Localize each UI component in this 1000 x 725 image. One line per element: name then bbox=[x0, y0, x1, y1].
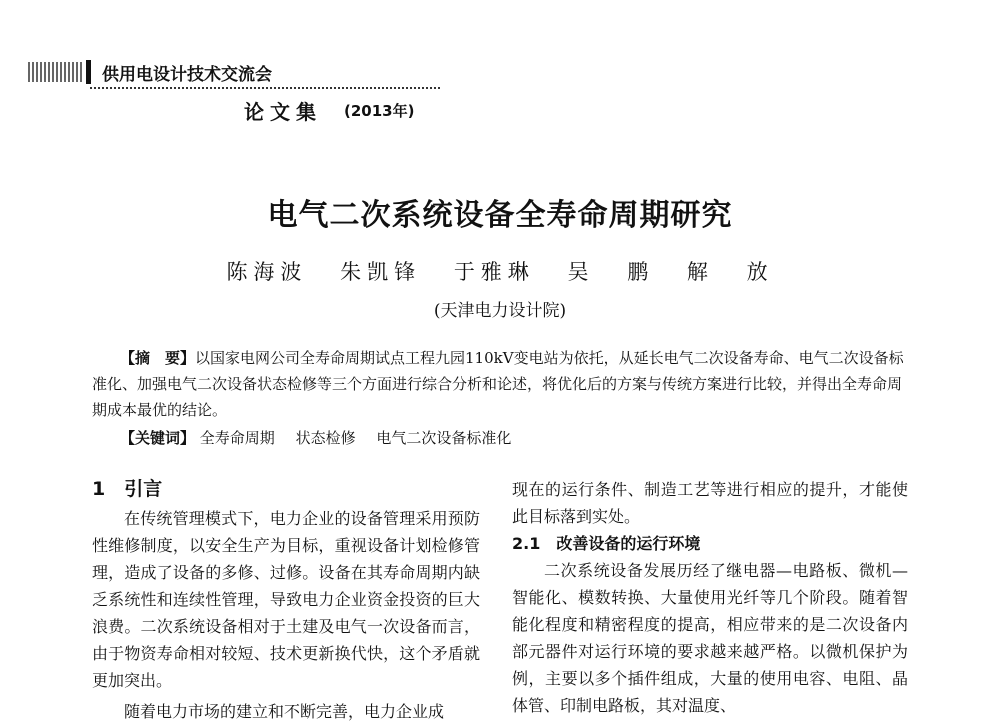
affiliation: (天津电力设计院) bbox=[433, 301, 567, 321]
keywords bbox=[92, 425, 904, 451]
left-column bbox=[92, 476, 480, 725]
header-decoration bbox=[28, 62, 84, 82]
right-column bbox=[512, 476, 908, 719]
body-paragraph: 在传统管理模式下，电力企业的设备管理采用预防性维修制度，以安全生产为目标，重视设备计划检修管理，造成了设备的多修、过修。设备在其寿命周期内缺乏系统性和连续性管理，导致电力企业资金投资的巨大浪费。二次系统设备相对于土建及电气一次设备而言，由于物资寿命相对较短、技术更新换代快，这个矛盾就更加突出。 bbox=[92, 509, 480, 690]
author-name: 朱凯锋 bbox=[340, 260, 422, 284]
header-marker bbox=[86, 60, 91, 84]
keyword: 电气二次设备标准化 bbox=[376, 429, 512, 447]
author-name: 于雅琳 bbox=[453, 260, 535, 284]
subsection-heading: 2.1 改善设备的运行环境 bbox=[512, 534, 701, 553]
section-heading: 1 引言 bbox=[92, 478, 163, 500]
author-name: 陈海波 bbox=[226, 260, 308, 284]
header-dotted-rule bbox=[90, 87, 440, 89]
body-paragraph: 现在的运行条件、制造工艺等进行相应的提升，才能使此目标落到实处。 bbox=[512, 480, 908, 526]
keywords-label: 【关键词】 bbox=[120, 429, 196, 447]
abstract bbox=[92, 345, 904, 423]
author-name: 放 bbox=[746, 260, 774, 284]
proceedings-label: 论文集 bbox=[244, 100, 322, 124]
author-list bbox=[0, 256, 1000, 286]
abstract-text: 以国家电网公司全寿命周期试点工程九园110kV变电站为依托，从延长电气二次设备寿命、电气二次设备标准化、加强电气二次设备状态检修等三个方面进行综合分析和论述，将优化后的方案与传统方案进行比较，并得出全寿命周期成本最优的结论。 bbox=[92, 349, 904, 419]
keyword: 状态检修 bbox=[295, 429, 356, 447]
author-name: 解 bbox=[686, 260, 714, 284]
body-paragraph: 二次系统设备发展历经了继电器—电路板、微机—智能化、模数转换、大量使用光纤等几个阶段。随着智能化程度和精密程度的提高，相应带来的是二次设备内部元器件对运行环境的要求越来越严格。以微机保护为例，主要以多个插件组成，大量的使用电容、电阻、晶体管、印制电路板，其对温度、 bbox=[512, 561, 908, 715]
author-name: 鹏 bbox=[627, 260, 655, 284]
abstract-label: 【摘 要】 bbox=[120, 349, 196, 367]
author-name: 吴 bbox=[567, 260, 595, 284]
paper-title: 电气二次系统设备全寿命周期研究 bbox=[267, 198, 733, 233]
keyword: 全寿命周期 bbox=[199, 429, 275, 447]
conference-name: 供用电设计技术交流会 bbox=[102, 65, 272, 85]
proceedings-year: (2013年) bbox=[344, 102, 415, 120]
body-paragraph: 随着电力市场的建立和不断完善，电力企业成 bbox=[124, 702, 445, 721]
